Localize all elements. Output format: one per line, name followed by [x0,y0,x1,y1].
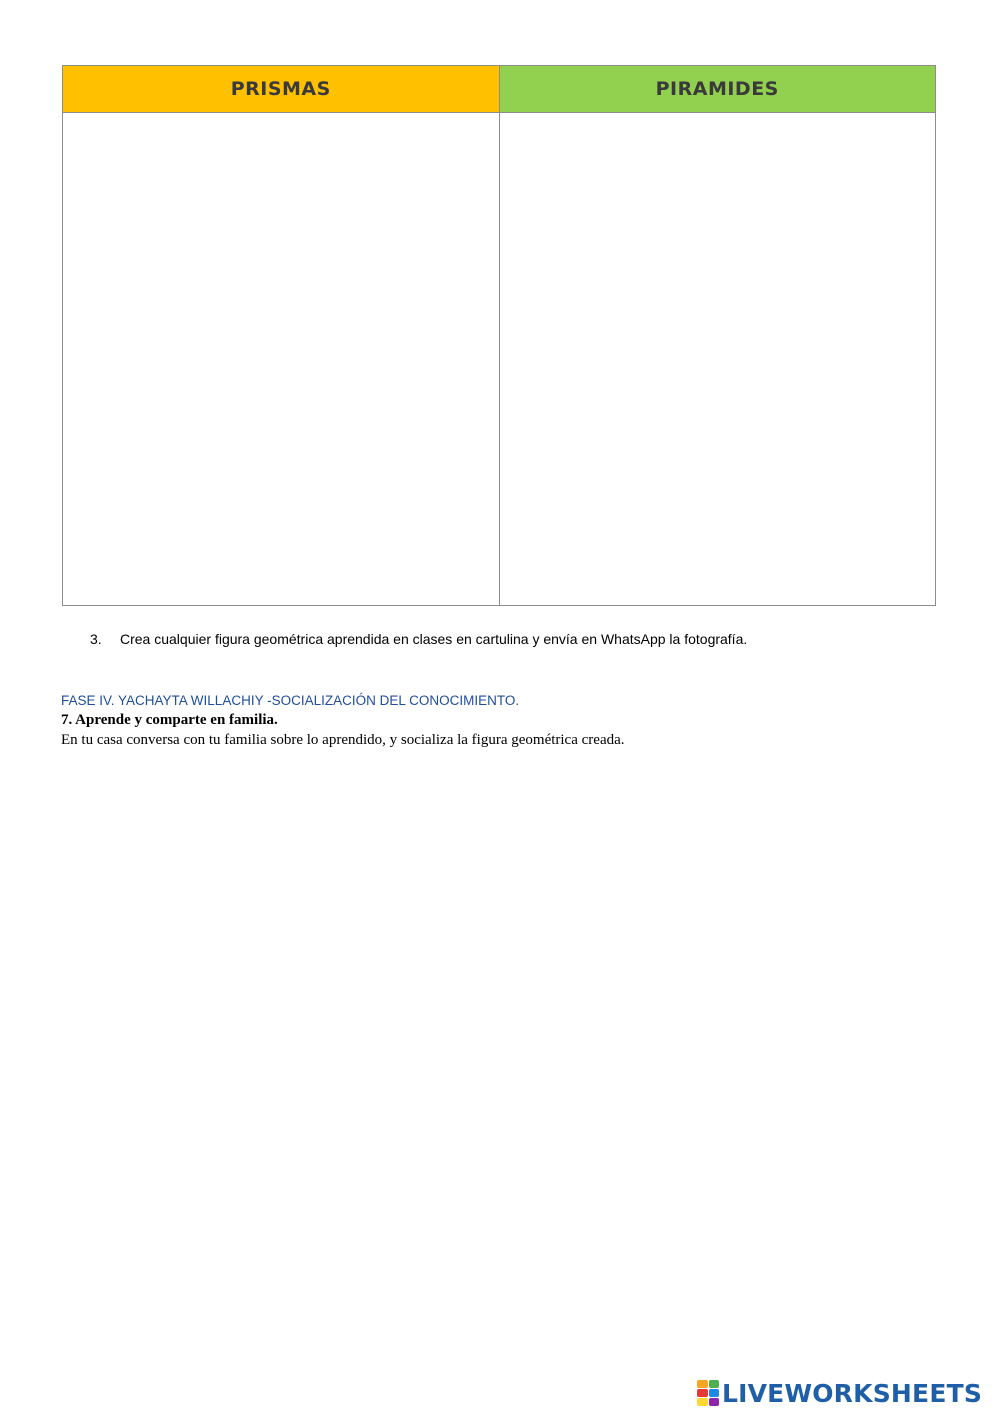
liveworksheets-logo-icon [697,1380,719,1406]
piramides-column [499,66,936,605]
instruction-text: Crea cualquier figura geométrica aprendida en clases en cartulina y envía en WhatsApp la fotografía. [120,631,748,647]
phase-text: En tu casa conversa con tu familia sobre lo aprendido, y socializa la figura geométrica creada. [61,732,625,748]
piramides-header: PIRAMIDES [500,66,936,113]
brand-name: LIVEWORKSHEETS [722,1378,983,1408]
classification-table [62,65,936,606]
liveworksheets-brand[interactable] [697,1377,982,1409]
phase-title: FASE IV. YACHAYTA WILLACHIY -SOCIALIZACIÓN DEL CONOCIMIENTO. [61,693,520,708]
piramides-drop-zone[interactable] [500,113,936,605]
prismas-column [63,66,499,605]
instruction-item [90,631,747,647]
prismas-header: PRISMAS [63,66,499,113]
prismas-drop-zone[interactable] [63,113,499,605]
phase-subtitle: 7. Aprende y comparte en familia. [61,712,278,728]
instruction-number: 3. [90,631,102,647]
